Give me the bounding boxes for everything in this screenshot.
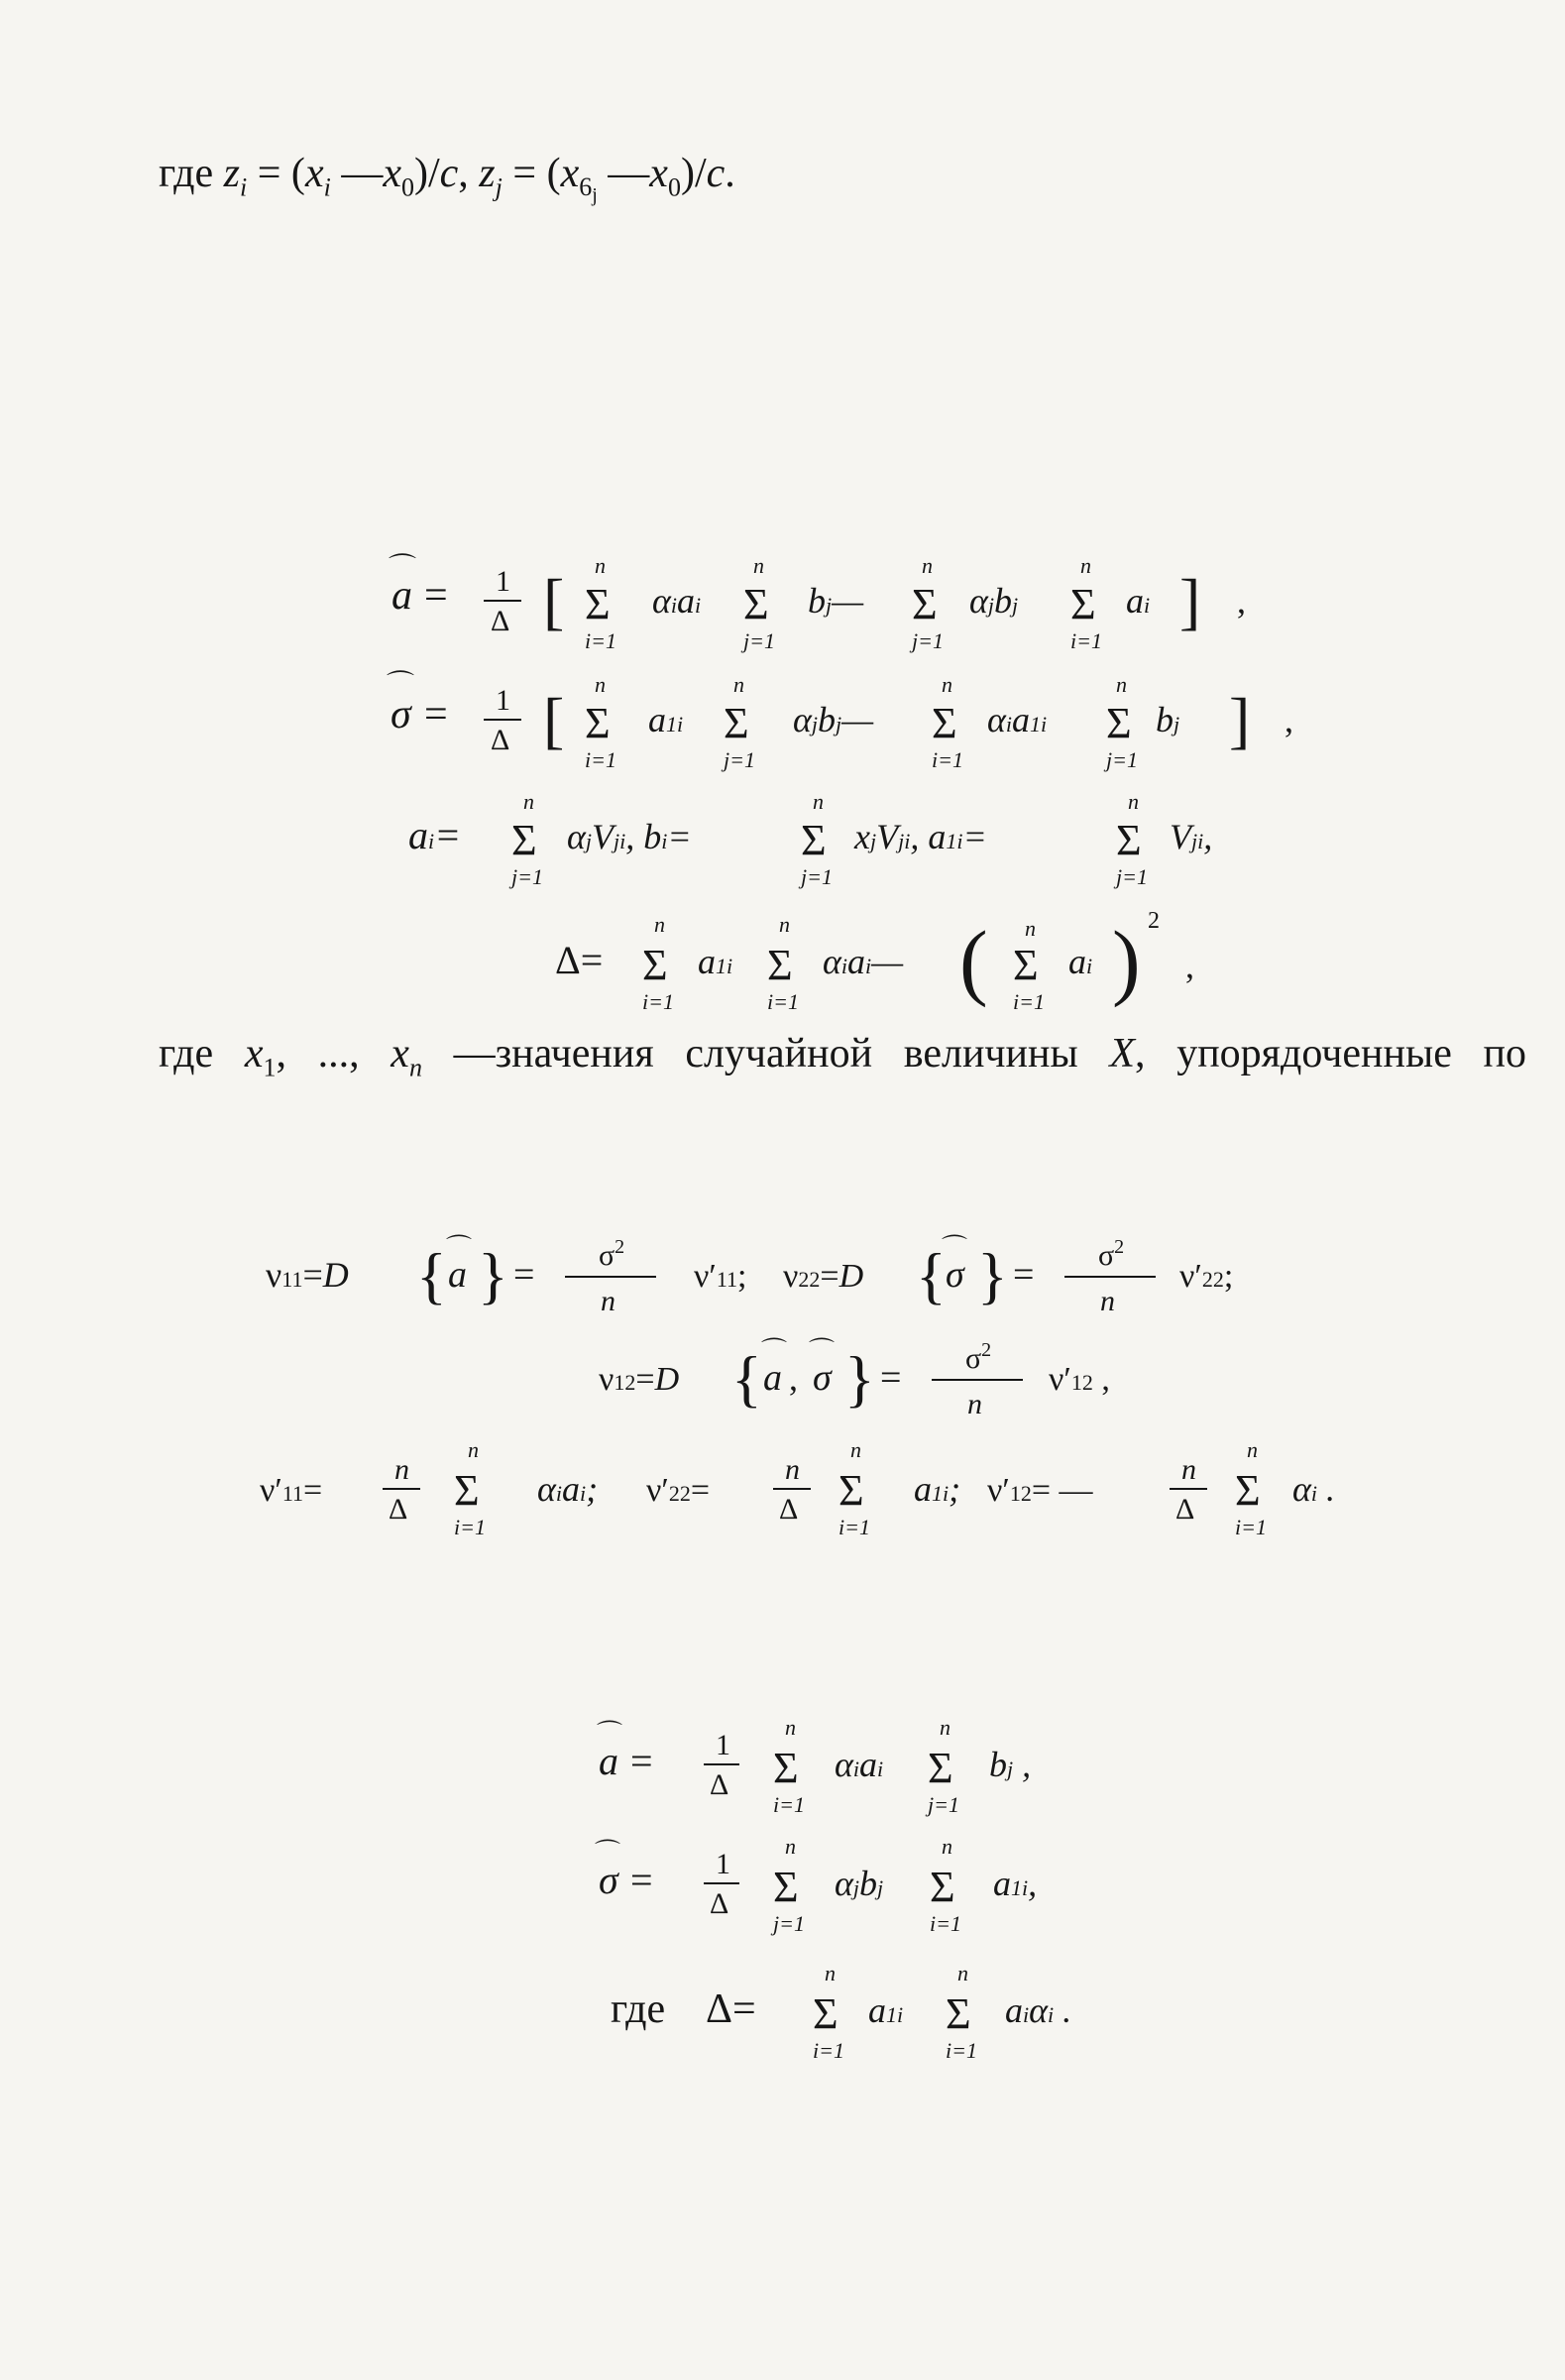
svg-text:n: n xyxy=(942,1834,952,1859)
svg-text:n: n xyxy=(1100,1285,1115,1317)
svg-text:ν′12= —: ν′12= — xyxy=(987,1472,1093,1509)
svg-text:=: = xyxy=(1013,1254,1035,1296)
svg-text:n: n xyxy=(1181,1453,1196,1486)
svg-text:2: 2 xyxy=(1148,908,1160,934)
svg-text:j=1: j=1 xyxy=(928,1792,959,1817)
svg-text:σ2: $\sigma^2$ xyxy=(1098,1236,1125,1272)
svg-text:Σ: Σ xyxy=(767,941,793,989)
svg-text:ν′11=: ν′11= xyxy=(260,1472,323,1509)
svg-text:Σ: Σ xyxy=(454,1466,480,1515)
svg-text:αiai: αiai xyxy=(835,1745,884,1784)
svg-text:aiαi .: aiαi . xyxy=(1005,1990,1072,2030)
svg-text:bj ,: bj , xyxy=(989,1745,1032,1784)
svg-text:αjbj: αjbj xyxy=(969,581,1019,621)
svg-text:ν′11;: ν′11; xyxy=(694,1258,747,1295)
svg-text:Σ: Σ xyxy=(1235,1466,1261,1515)
svg-text:i=1: i=1 xyxy=(1070,628,1102,653)
formula-aux-ai xyxy=(0,783,1565,889)
svg-text:}: } xyxy=(977,1240,1008,1310)
svg-text:=: = xyxy=(513,1254,535,1296)
svg-text:i=1: i=1 xyxy=(585,628,616,653)
formula-64 xyxy=(0,1705,1565,1817)
svg-text:Δ=: Δ= xyxy=(706,1986,756,2032)
text-line-1: где $z_i = (x_i$ $—x_0)/c$, $z_j = (x_{6_j}$ $—x_0)/c$. xyxy=(159,151,735,207)
svg-text:n: n xyxy=(785,1453,800,1486)
svg-text:⌒: ⌒ xyxy=(761,1337,788,1366)
svg-text:ai=: ai= xyxy=(408,813,462,857)
svg-text:n: n xyxy=(957,1961,968,1985)
svg-text:n: n xyxy=(825,1961,836,1985)
svg-text:{: { xyxy=(416,1240,447,1310)
svg-text:⌒: ⌒ xyxy=(387,670,415,701)
svg-text:ν11=D: ν11=D xyxy=(266,1255,349,1295)
svg-text:Σ: Σ xyxy=(838,1466,864,1515)
svg-text:=: = xyxy=(630,1858,653,1902)
svg-text:ν12=D: ν12=D xyxy=(599,1361,680,1398)
formula-60 xyxy=(0,543,1565,653)
svg-text:n: n xyxy=(1128,789,1139,814)
svg-text:1: 1 xyxy=(716,1848,730,1880)
formula-65 xyxy=(0,1824,1565,1936)
svg-text:,: , xyxy=(1237,581,1246,621)
svg-text:σ: σ xyxy=(946,1254,964,1296)
svg-text:Σ: Σ xyxy=(724,699,749,747)
svg-text:n: n xyxy=(595,672,606,697)
svg-text:i=1: i=1 xyxy=(930,1911,961,1936)
svg-text:Σ: Σ xyxy=(928,1744,953,1792)
svg-text:}: } xyxy=(844,1343,875,1414)
svg-text:j=1: j=1 xyxy=(912,628,944,653)
svg-text:bj—: bj— xyxy=(808,581,864,621)
svg-text:1: 1 xyxy=(716,1729,730,1761)
svg-text:αjVji, bi=: αjVji, bi= xyxy=(567,817,692,856)
text-line-9: где $x_1$, ..., $x_n$ —значения случайной величины X, упорядоченные по xyxy=(159,1031,1526,1082)
svg-text:i=1: i=1 xyxy=(1235,1515,1267,1539)
svg-text:Δ: Δ xyxy=(491,724,510,756)
svg-text:Δ: Δ xyxy=(710,1887,729,1920)
svg-text:ν′12 ,: ν′12 , xyxy=(1049,1361,1110,1398)
svg-text:=: = xyxy=(424,573,448,619)
svg-text:n: n xyxy=(523,789,534,814)
svg-text:j=1: j=1 xyxy=(1106,747,1138,772)
formula-delta xyxy=(0,904,1565,1013)
svg-text:Vji,: Vji, xyxy=(1170,817,1213,856)
svg-text:⌒: ⌒ xyxy=(446,1234,473,1263)
svg-text:ν′22=: ν′22= xyxy=(646,1472,710,1509)
svg-text:n: n xyxy=(753,553,764,578)
svg-text:n: n xyxy=(850,1437,861,1462)
svg-text:1: 1 xyxy=(496,684,510,717)
svg-text:Σ: Σ xyxy=(932,699,957,747)
svg-text:bj: bj xyxy=(1156,700,1180,739)
svg-text:⌒: ⌒ xyxy=(597,1720,623,1749)
svg-text:n: n xyxy=(779,912,790,937)
svg-text:n: n xyxy=(654,912,665,937)
svg-text:Σ: Σ xyxy=(801,816,827,864)
svg-text:n: n xyxy=(468,1437,479,1462)
svg-text:i=1: i=1 xyxy=(813,2038,844,2063)
svg-text:n: n xyxy=(942,672,952,697)
svg-text:n: n xyxy=(1116,672,1127,697)
svg-text:Δ: Δ xyxy=(710,1768,729,1801)
svg-text:⌒: ⌒ xyxy=(595,1839,621,1868)
svg-text:Δ: Δ xyxy=(491,605,510,637)
svg-text:σ: σ xyxy=(813,1357,832,1399)
svg-text:Σ: Σ xyxy=(585,699,611,747)
svg-text:n: n xyxy=(940,1715,950,1740)
svg-text:a: a xyxy=(599,1739,618,1783)
svg-text:⌒: ⌒ xyxy=(389,553,417,584)
formula-final-delta xyxy=(0,1951,1565,2063)
svg-text:n: n xyxy=(922,553,933,578)
svg-text:i=1: i=1 xyxy=(454,1515,486,1539)
svg-text:Σ: Σ xyxy=(642,941,668,989)
svg-text:i=1: i=1 xyxy=(1013,989,1045,1014)
svg-text:αia1i: αia1i xyxy=(987,700,1048,739)
svg-text:ai: ai xyxy=(1068,942,1093,981)
svg-text:Δ: Δ xyxy=(1175,1493,1195,1526)
formula-61 xyxy=(0,662,1565,772)
svg-text:,: , xyxy=(1185,946,1194,985)
svg-text:=: = xyxy=(630,1739,653,1783)
svg-text:n: n xyxy=(785,1715,796,1740)
svg-text:n: n xyxy=(1080,553,1091,578)
svg-text:i=1: i=1 xyxy=(932,747,963,772)
svg-text:αjbj: αjbj xyxy=(835,1864,884,1903)
svg-text:i=1: i=1 xyxy=(642,989,674,1014)
formula-62a xyxy=(0,1225,1565,1324)
svg-text:[: [ xyxy=(543,566,565,636)
svg-text:n: n xyxy=(1247,1437,1258,1462)
svg-text:=: = xyxy=(880,1357,902,1399)
svg-text:=: = xyxy=(424,692,448,737)
svg-text:a: a xyxy=(391,573,412,619)
svg-text:αi .: αi . xyxy=(1292,1469,1336,1509)
svg-text:n: n xyxy=(595,553,606,578)
svg-text:Σ: Σ xyxy=(1116,816,1142,864)
svg-text:i=1: i=1 xyxy=(946,2038,977,2063)
svg-text:Δ: Δ xyxy=(389,1493,408,1526)
svg-text:j=1: j=1 xyxy=(743,628,775,653)
svg-text:⌒: ⌒ xyxy=(942,1234,968,1263)
svg-text:Σ: Σ xyxy=(813,1989,838,2038)
svg-text:i=1: i=1 xyxy=(585,747,616,772)
svg-text:σ2: $\sigma^2$ xyxy=(599,1236,625,1272)
svg-text:j=1: j=1 xyxy=(801,864,833,889)
svg-text:n: n xyxy=(785,1834,796,1859)
svg-text:]: ] xyxy=(1229,685,1251,755)
svg-text:αiai—: αiai— xyxy=(823,942,904,981)
svg-text:j=1: j=1 xyxy=(511,864,543,889)
svg-text:{: { xyxy=(731,1343,762,1414)
svg-text:Σ: Σ xyxy=(585,580,611,628)
svg-text:,: , xyxy=(789,1358,798,1398)
svg-text:Σ: Σ xyxy=(1106,699,1132,747)
svg-text:Δ: Δ xyxy=(779,1493,799,1526)
svg-text:Σ: Σ xyxy=(773,1863,799,1911)
svg-text:j=1: j=1 xyxy=(724,747,755,772)
svg-text:n: n xyxy=(967,1388,982,1420)
svg-text:где: где xyxy=(611,1986,666,2032)
svg-text:Σ: Σ xyxy=(912,580,938,628)
svg-text:Σ: Σ xyxy=(773,1744,799,1792)
svg-text:Σ: Σ xyxy=(1013,941,1039,989)
svg-text:i=1: i=1 xyxy=(767,989,799,1014)
svg-text:[: [ xyxy=(543,685,565,755)
svg-text:αiai: αiai xyxy=(652,581,702,621)
svg-text:a1i: a1i xyxy=(648,700,684,739)
svg-text:ν22=D: ν22=D xyxy=(783,1258,864,1295)
svg-text:σ: σ xyxy=(599,1858,618,1902)
svg-text:]: ] xyxy=(1179,566,1201,636)
svg-text:j=1: j=1 xyxy=(773,1911,805,1936)
svg-text:a: a xyxy=(763,1357,782,1399)
svg-text:1: 1 xyxy=(496,565,510,598)
svg-text:Δ=: Δ= xyxy=(555,938,604,982)
formula-62b xyxy=(0,1328,1565,1427)
svg-text:n: n xyxy=(394,1453,409,1486)
svg-text:a1i,: a1i, xyxy=(993,1864,1038,1903)
svg-text:j=1: j=1 xyxy=(1116,864,1148,889)
svg-text:n: n xyxy=(1025,916,1036,941)
svg-text:i=1: i=1 xyxy=(773,1792,805,1817)
svg-text:Σ: Σ xyxy=(946,1989,971,2038)
svg-text:,: , xyxy=(1285,700,1293,739)
svg-text:ν′22;: ν′22; xyxy=(1179,1258,1234,1295)
svg-text:⌒: ⌒ xyxy=(809,1337,836,1366)
svg-text:xjVji, a1i=: xjVji, a1i= xyxy=(854,817,987,856)
svg-text:αiai;: αiai; xyxy=(537,1469,599,1509)
svg-text:ai: ai xyxy=(1126,581,1151,621)
svg-text:σ: σ xyxy=(391,692,411,737)
svg-text:}: } xyxy=(478,1240,508,1310)
svg-text:(: ( xyxy=(959,913,988,1008)
svg-text:Σ: Σ xyxy=(511,816,537,864)
svg-text:a1i: a1i xyxy=(868,1990,904,2030)
svg-text:n: n xyxy=(733,672,744,697)
svg-text:i=1: i=1 xyxy=(838,1515,870,1539)
svg-text:Σ: Σ xyxy=(930,1863,955,1911)
svg-text:): ) xyxy=(1112,913,1141,1008)
svg-text:αjbj—: αjbj— xyxy=(793,700,874,739)
svg-text:σ2: $\sigma^2$ xyxy=(965,1339,992,1375)
svg-text:a: a xyxy=(448,1254,467,1296)
formula-63 xyxy=(0,1431,1565,1540)
svg-text:n: n xyxy=(813,789,824,814)
svg-text:{: { xyxy=(916,1240,947,1310)
svg-text:a1i;: a1i; xyxy=(914,1469,961,1509)
svg-text:Σ: Σ xyxy=(743,580,769,628)
svg-text:a1i: a1i xyxy=(698,942,733,981)
svg-text:n: n xyxy=(601,1285,615,1317)
svg-text:Σ: Σ xyxy=(1070,580,1096,628)
